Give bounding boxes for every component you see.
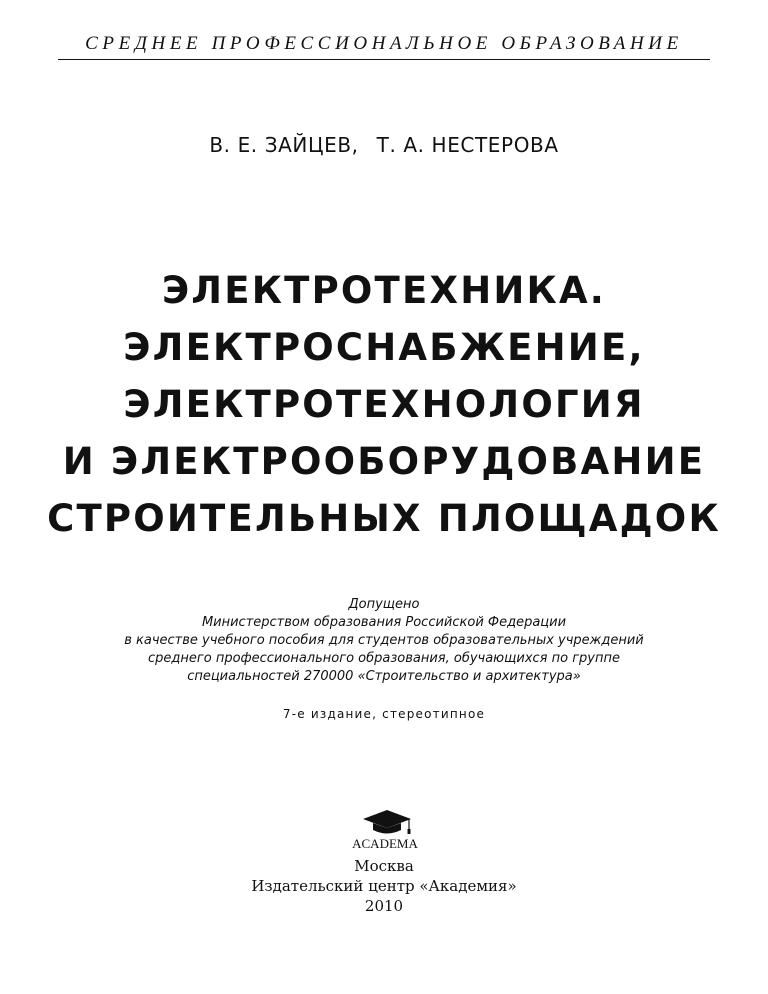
imprint-city: Москва	[354, 857, 414, 875]
authors	[0, 133, 768, 157]
title-line-3: ЭЛЕКТРОТЕХНОЛОГИЯ	[123, 383, 645, 426]
approval-line-3: в качестве учебного пособия для студентов образовательных учреждений	[124, 633, 644, 648]
title-line-1: ЭЛЕКТРОТЕХНИКА.	[161, 269, 607, 312]
title-line-5: СТРОИТЕЛЬНЫХ ПЛОЩАДОК	[47, 497, 721, 540]
author-2: Т. А. НЕСТЕРОВА	[376, 133, 559, 157]
imprint	[0, 856, 768, 916]
approval-line-1: Допущено	[348, 597, 420, 612]
approval-statement	[0, 596, 768, 686]
edition-note: 7-е издание, стереотипное	[282, 707, 486, 721]
title-line-2: ЭЛЕКТРОСНАБЖЕНИЕ,	[123, 326, 645, 369]
series-name: СРЕДНЕЕ ПРОФЕССИОНАЛЬНОЕ ОБРАЗОВАНИЕ	[85, 33, 683, 54]
title-line-4: И ЭЛЕКТРООБОРУДОВАНИЕ	[62, 440, 706, 483]
book-title	[0, 262, 768, 547]
publisher-logo	[339, 808, 431, 852]
publisher-logo-text: ACADEMA	[352, 836, 418, 851]
mortarboard-icon	[363, 810, 411, 834]
imprint-publisher: Издательский центр «Академия»	[251, 877, 517, 895]
imprint-year: 2010	[364, 897, 404, 915]
series-divider	[58, 59, 710, 60]
author-1: В. Е. ЗАЙЦЕВ,	[209, 133, 359, 157]
approval-line-4: среднего профессионального образования, обучающихся по группе	[148, 651, 620, 666]
approval-line-2: Министерством образования Российской Федерации	[201, 615, 567, 630]
approval-line-5: специальностей 270000 «Строительство и архитектура»	[187, 669, 581, 684]
